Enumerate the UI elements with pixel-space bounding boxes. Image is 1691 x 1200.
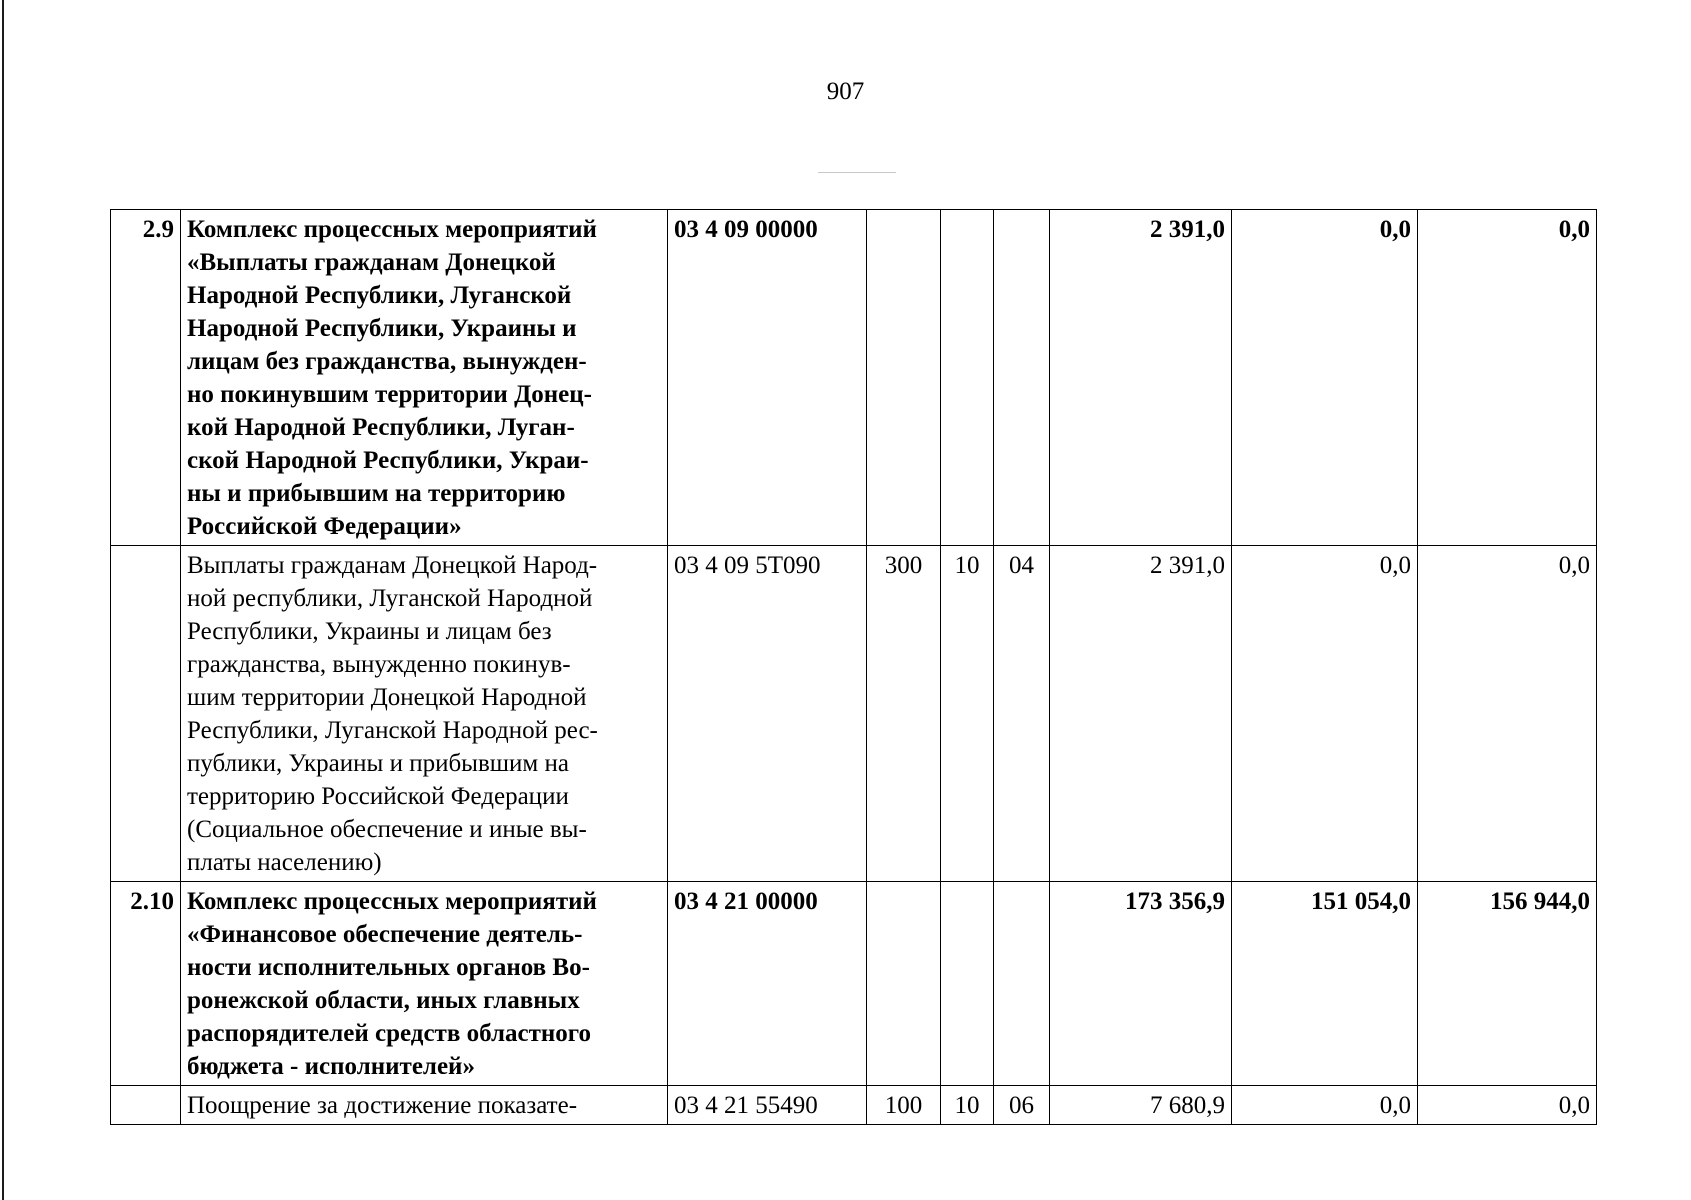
item-name-cell (181, 546, 668, 882)
item-name-line: «Выплаты гражданам Донецкой (187, 249, 556, 276)
row-number-cell: 2.10 (111, 882, 181, 1086)
subsection-cell (994, 210, 1050, 546)
item-name-line: но покинувшим территории Донец- (187, 381, 592, 408)
table-row (111, 882, 1597, 1086)
table-row (111, 1086, 1597, 1125)
item-name-line: кой Народной Республики, Луган- (187, 414, 575, 441)
target-code-cell: 03 4 21 00000 (668, 882, 867, 1086)
section-cell (941, 882, 994, 1086)
section-cell: 10 (941, 1086, 994, 1125)
item-name-cell (181, 1086, 668, 1125)
row-number-cell (111, 1086, 181, 1125)
expense-type-cell (867, 882, 941, 1086)
amount-year1-cell: 2 391,0 (1050, 210, 1232, 546)
item-name-line: ны и прибывшим на территорию (187, 480, 566, 507)
amount-year2-cell: 0,0 (1232, 210, 1418, 546)
item-name-line: шим территории Донецкой Народной (187, 684, 587, 711)
item-name-line: (Социальное обеспечение и иные вы- (187, 816, 587, 843)
item-name-line: платы населению) (187, 849, 382, 876)
table-row (111, 210, 1597, 546)
amount-year1-cell: 2 391,0 (1050, 546, 1232, 882)
item-name-line: Комплекс процессных мероприятий (187, 216, 597, 243)
row-number-cell (111, 546, 181, 882)
row-number-cell: 2.9 (111, 210, 181, 546)
item-name-line: Республики, Луганской Народной рес- (187, 717, 598, 744)
item-name-cell (181, 882, 668, 1086)
amount-year2-cell: 151 054,0 (1232, 882, 1418, 1086)
budget-table (110, 209, 1597, 1125)
section-cell (941, 210, 994, 546)
section-cell: 10 (941, 546, 994, 882)
item-name-line: «Финансовое обеспечение деятель- (187, 921, 583, 948)
amount-year1-cell: 173 356,9 (1050, 882, 1232, 1086)
amount-year2-cell: 0,0 (1232, 546, 1418, 882)
target-code-cell: 03 4 21 55490 (668, 1086, 867, 1125)
page-left-edge-line (2, 0, 4, 1200)
item-name-line: Республики, Украины и лицам без (187, 618, 552, 645)
item-name-line: Комплекс процессных мероприятий (187, 888, 597, 915)
item-name-line: ной республики, Луганской Народной (187, 585, 593, 612)
item-name-cell (181, 210, 668, 546)
page-number: 907 (826, 78, 865, 105)
item-name-line: гражданства, вынужденно покинув- (187, 651, 571, 678)
amount-year3-cell: 156 944,0 (1418, 882, 1597, 1086)
item-name-line: Российской Федерации» (187, 513, 462, 540)
item-name-line: ности исполнительных органов Во- (187, 954, 590, 981)
item-name-line: бюджета - исполнителей» (187, 1053, 475, 1080)
amount-year3-cell: 0,0 (1418, 1086, 1597, 1125)
item-name-line: территорию Российской Федерации (187, 783, 569, 810)
amount-year3-cell: 0,0 (1418, 210, 1597, 546)
subsection-cell (994, 882, 1050, 1086)
expense-type-cell: 300 (867, 546, 941, 882)
scan-mark (818, 172, 896, 173)
subsection-cell: 04 (994, 546, 1050, 882)
expense-type-cell (867, 210, 941, 546)
item-name-line: Поощрение за достижение показате- (187, 1092, 578, 1119)
amount-year2-cell: 0,0 (1232, 1086, 1418, 1125)
target-code-cell: 03 4 09 00000 (668, 210, 867, 546)
item-name-line: ронежской области, иных главных (187, 987, 580, 1014)
item-name-line: публики, Украины и прибывшим на (187, 750, 569, 777)
item-name-line: Народной Республики, Украины и (187, 315, 577, 342)
item-name-line: Народной Республики, Луганской (187, 282, 572, 309)
item-name-line: лицам без гражданства, вынужден- (187, 348, 587, 375)
table-row (111, 546, 1597, 882)
item-name-line: Выплаты гражданам Донецкой Народ- (187, 552, 598, 579)
subsection-cell: 06 (994, 1086, 1050, 1125)
budget-table-body (111, 210, 1597, 1125)
target-code-cell: 03 4 09 5Т090 (668, 546, 867, 882)
amount-year1-cell: 7 680,9 (1050, 1086, 1232, 1125)
item-name-line: ской Народной Республики, Украи- (187, 447, 589, 474)
expense-type-cell: 100 (867, 1086, 941, 1125)
amount-year3-cell: 0,0 (1418, 546, 1597, 882)
item-name-line: распорядителей средств областного (187, 1020, 591, 1047)
